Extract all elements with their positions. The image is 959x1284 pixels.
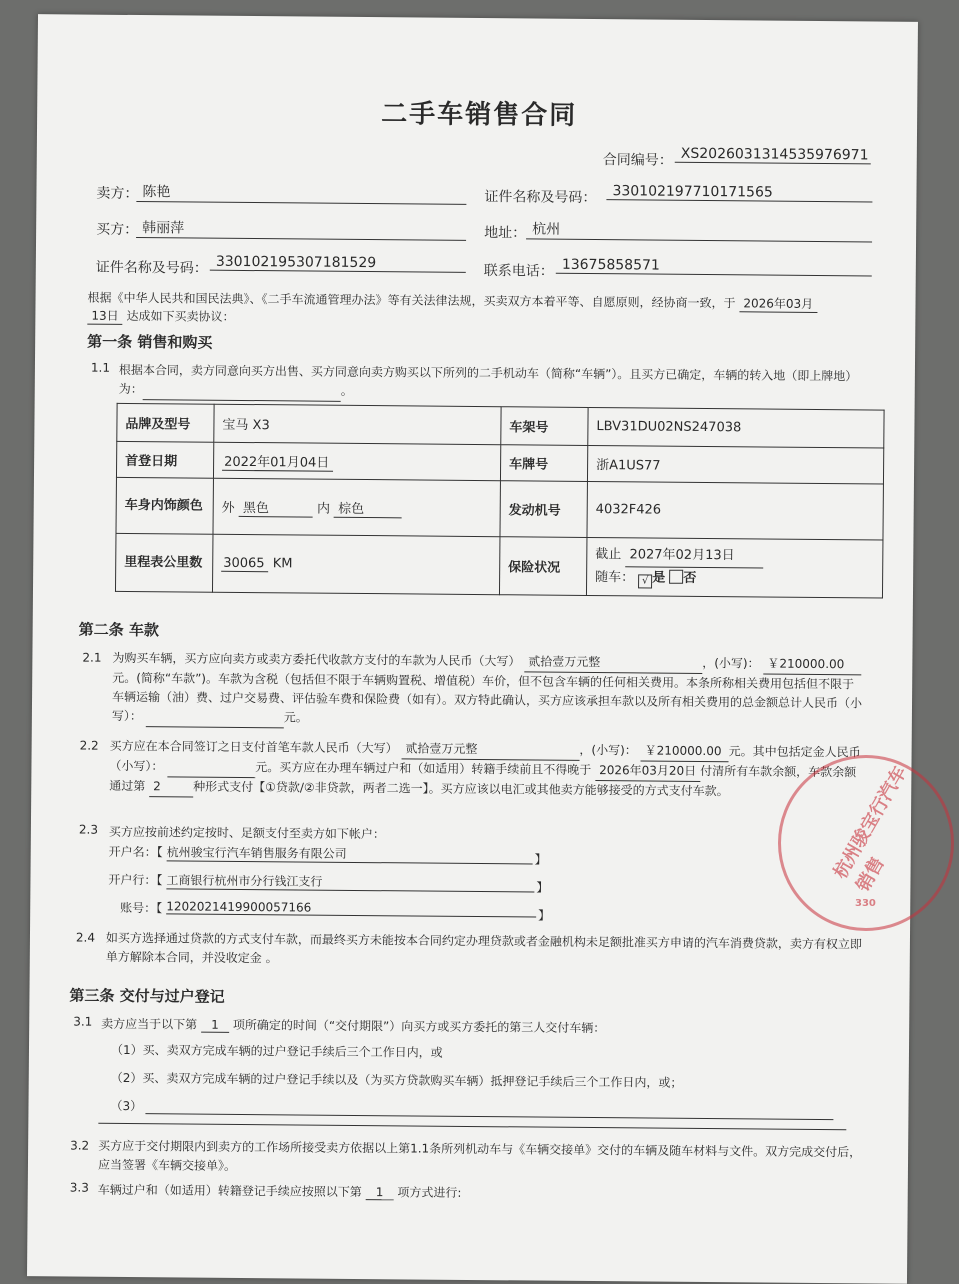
mileage-number: 30065 bbox=[221, 555, 268, 571]
clause-3-3-a: 车辆过户和（如适用）转籍登记手续应按照以下第 bbox=[97, 1182, 362, 1200]
clause-3-3-b: 项方式进行: bbox=[397, 1185, 462, 1200]
phone-label: 联系电话： bbox=[483, 263, 554, 280]
company-seal bbox=[778, 755, 954, 931]
clause-3-1 bbox=[101, 1015, 605, 1036]
option-3-blank bbox=[146, 1099, 834, 1120]
clause-2-1-d: 元。 bbox=[283, 710, 308, 725]
clause-2-2-no: 2.2 bbox=[79, 738, 99, 753]
clause-2-3-text: 买方应按前述约定按时、足额支付至卖方如下帐户： bbox=[108, 824, 385, 842]
contract-page bbox=[27, 14, 918, 1284]
engine-value: 4032F426 bbox=[587, 481, 883, 540]
clause-2-4-text: 如买方选择通过贷款的方式支付车款，而最终买方未能按本合同约定办理贷款或者金融机构未足额批准买方申请的汽车消费贷款，卖方有权立即单方解除本合同，并没收定金 。 bbox=[105, 930, 863, 966]
seal-number: 330 bbox=[855, 898, 876, 909]
contract-no: XS2026031314535976971 bbox=[675, 146, 871, 165]
clause-2-2-e: 付清所有车款余额，车款余额通过第 bbox=[109, 763, 857, 794]
with-car-label: 随车： bbox=[595, 570, 635, 586]
option-3 bbox=[110, 1097, 834, 1120]
article-3-title: 第三条 交付与过户登记 bbox=[69, 986, 225, 1006]
vin-label: 车架号 bbox=[501, 407, 588, 446]
document-title: 二手车销售合同 bbox=[381, 99, 578, 131]
account-no-label: 账号：【 bbox=[120, 900, 163, 916]
clause-3-1-b: 项所确定的时间（“交付期限”）向买方或买方委托的第三人交付车辆： bbox=[232, 1017, 606, 1036]
first-payment-upper: 贰拾壹万元整 bbox=[401, 739, 579, 761]
account-name-close: 】 bbox=[534, 852, 547, 867]
address-label: 地址： bbox=[484, 225, 527, 242]
option-1: （1）买、卖双方完成车辆的过户登记手续后三个工作日内，或 bbox=[110, 1042, 443, 1060]
buyer-id: 330102195307181529 bbox=[210, 254, 466, 273]
clause-2-1 bbox=[112, 649, 865, 734]
buyer-address: 杭州 bbox=[526, 218, 872, 242]
clause-2-3-no: 2.3 bbox=[78, 822, 99, 837]
bank-name-label: 开户行：【 bbox=[108, 872, 163, 888]
account-no-close: 】 bbox=[538, 908, 551, 923]
seller-id: 330102197710171565 bbox=[606, 183, 872, 202]
account-no: 1202021419900057166 bbox=[166, 899, 536, 917]
brand-label: 品牌及型号 bbox=[117, 403, 214, 442]
interior-color: 棕色 bbox=[334, 497, 402, 518]
clause-3-2-text: 买方应于交付期限内到卖方的工作场所接受卖方依据以上第1.1条所列机动车与《车辆交接单》交付的车辆及随车材料与文件。双方完成交付后，应当签署《车辆交接单》。 bbox=[97, 1138, 862, 1173]
price-lower: ￥210000.00 bbox=[763, 655, 861, 676]
engine-label: 发动机号 bbox=[500, 481, 587, 538]
clause-2-1-c: 元。(简称“车款”)。车款为含税（包括但不限于车辆购置税、增值税）车价，但不包含车辆的任何相关费用。本条所称相关费用包括但不限于车辆运输（油）费、过户交易费、评估验车费和保险费（如有）。双方特此确认，买方应该承担车款以及所有相关费用的总金额总计人民币（小写）： bbox=[111, 670, 863, 724]
account-name-label: 开户名：【 bbox=[108, 844, 163, 860]
insurance-until-label: 截止 bbox=[595, 547, 622, 563]
deposit-blank bbox=[167, 757, 255, 778]
option-3-label: （3） bbox=[110, 1098, 143, 1114]
clause-2-2-c: 元。其中包括定金人民币（小写）： bbox=[109, 744, 861, 774]
plate-value: 浙A1US77 bbox=[587, 445, 883, 484]
no-label: 否 bbox=[683, 570, 697, 586]
mileage-value bbox=[212, 534, 499, 595]
article-2-title: 第二条 车款 bbox=[78, 620, 159, 640]
interior-label: 内 bbox=[316, 501, 331, 517]
insurance-until-date: 2027年02月13日 bbox=[625, 544, 763, 568]
clause-3-3 bbox=[98, 1181, 462, 1201]
intro-text-a: 根据《中华人民共和国民法典》、《二手车流通管理办法》等有关法律法规，买卖双方本着平等、自愿原则，经协商一致，于 bbox=[87, 290, 736, 311]
bank-name-close: 】 bbox=[536, 880, 549, 895]
intro-text-2 bbox=[87, 307, 234, 326]
clause-2-2-f: 种形式支付【①贷款/②非贷款，两者二选一】。买方应该以电汇或其他卖方能够接受的方式支付车款。 bbox=[193, 779, 729, 799]
clause-2-1-no: 2.1 bbox=[82, 650, 102, 665]
clause-3-2-no: 3.2 bbox=[70, 1138, 90, 1153]
seal-text: 杭州骏宝行汽车销售 bbox=[829, 762, 912, 896]
clause-2-2 bbox=[109, 737, 865, 804]
article-1-title: 第一条 销售和购买 bbox=[87, 332, 213, 352]
exterior-color: 黑色 bbox=[239, 496, 313, 517]
buyer-name: 韩丽萍 bbox=[136, 217, 466, 241]
seller-name: 陈艳 bbox=[136, 181, 466, 205]
clause-2-1-b: ，(小写)： bbox=[702, 655, 760, 671]
balance-deadline: 2026年03月20日 bbox=[595, 761, 700, 782]
no-checkbox[interactable] bbox=[669, 570, 683, 584]
buyer-label: 买方： bbox=[96, 221, 139, 239]
intro-date-b: 13日 bbox=[87, 307, 122, 325]
insurance-value bbox=[586, 537, 882, 598]
yes-label: 是 bbox=[652, 570, 666, 586]
clause-1-1 bbox=[119, 361, 871, 407]
contract-no-label: 合同编号： bbox=[602, 152, 673, 169]
intro-text-b: 达成如下买卖协议： bbox=[126, 308, 235, 324]
account-name: 杭州骏宝行汽车销售服务有限公司 bbox=[167, 843, 533, 864]
clause-2-2-b: ，(小写)： bbox=[579, 742, 637, 758]
vehicle-info-table bbox=[115, 403, 885, 599]
buyer-phone: 13675858571 bbox=[556, 257, 872, 277]
clause-2-2-d: 元。买方应在办理车辆过户和（如适用）转籍手续前且不得晚于 bbox=[255, 760, 592, 778]
total-blank bbox=[146, 707, 284, 728]
reg-date-value bbox=[213, 442, 500, 481]
seller-label: 卖方： bbox=[96, 185, 139, 203]
transfer-item: 1 bbox=[366, 1185, 394, 1200]
mileage-unit: KM bbox=[272, 555, 293, 571]
first-payment-lower: ￥210000.00 bbox=[641, 741, 729, 762]
vin-value: LBV31DU02NS247038 bbox=[588, 407, 884, 448]
mileage-label: 里程表公里数 bbox=[115, 533, 213, 592]
bank-name: 工商银行杭州市分行钱江支行 bbox=[166, 871, 534, 892]
payment-way: 2 bbox=[149, 777, 193, 797]
reg-date-label: 首登日期 bbox=[116, 441, 213, 478]
clause-2-2-a: 买方应在本合同签订之日支付首笔车款人民币（大写） bbox=[109, 738, 398, 756]
plate-label: 车牌号 bbox=[500, 445, 587, 482]
price-upper: 贰拾壹万元整 bbox=[524, 652, 702, 674]
seller-id-label: 证件名称及号码： bbox=[484, 189, 597, 207]
yes-checkbox[interactable]: √ bbox=[638, 574, 652, 588]
insurance-label: 保险状况 bbox=[499, 537, 587, 596]
divider-line bbox=[98, 1123, 846, 1131]
buyer-id-label: 证件名称及号码： bbox=[95, 259, 208, 277]
clause-1-1-no: 1.1 bbox=[90, 360, 111, 375]
clause-3-3-no: 3.3 bbox=[69, 1180, 89, 1195]
destination-blank bbox=[143, 380, 341, 402]
color-label: 车身内饰颜色 bbox=[116, 477, 213, 534]
clause-3-1-no: 3.1 bbox=[73, 1014, 93, 1029]
exterior-label: 外 bbox=[221, 500, 235, 516]
clause-1-1-text: 根据本合同，卖方同意向买方出售、买方同意向卖方购买以下所列的二手机动车（简称“车辆”）。且买方已确定，车辆的转入地（即上牌地）为： bbox=[118, 362, 858, 397]
color-value bbox=[213, 478, 500, 537]
clause-2-4-no: 2.4 bbox=[75, 930, 96, 945]
option-2: （2）买、卖双方完成车辆的过户登记手续以及（为买方贷款购买车辆）抵押登记手续后三个工作日内，或； bbox=[110, 1070, 683, 1090]
intro-date-a: 2026年03月 bbox=[739, 294, 817, 313]
brand-value: 宝马 X3 bbox=[214, 404, 501, 445]
reg-date-text: 2022年01月04日 bbox=[222, 450, 333, 471]
delivery-item: 1 bbox=[201, 1018, 229, 1033]
clause-3-1-a: 卖方应当于以下第 bbox=[101, 1016, 198, 1032]
clause-1-1-end: 。 bbox=[340, 383, 353, 398]
clause-2-1-a: 为购买车辆，买方应向卖方或卖方委托代收款方支付的车款为人民币（大写） bbox=[112, 650, 521, 669]
